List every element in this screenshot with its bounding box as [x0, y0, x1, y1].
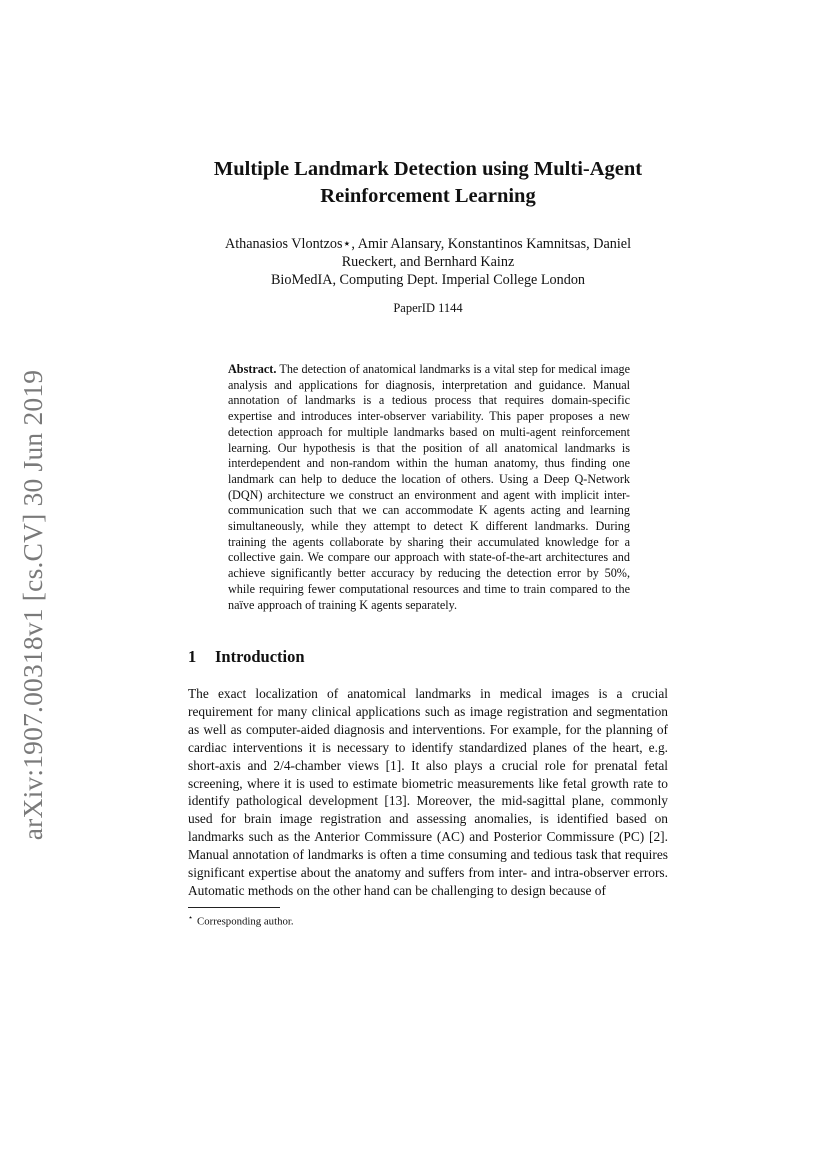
section-number: 1 [188, 647, 197, 666]
footnote-text: Corresponding author. [197, 915, 294, 928]
footnote [188, 911, 648, 929]
footnote-rule [188, 907, 280, 908]
intro-paragraph: The exact localization of anatomical landmarks in medical images is a crucial requirement for many clinical applications such as image registration and segmentation as well as computer-aided diagnosis and interventions. For example, for the planning of cardiac interventions it is necessary to identify standardized planes of the heart, e.g. short-axis and 2/4-chamber views [1]. It also plays a crucial role for prenatal fetal screening, where it is used to estimate biometric measurements like fetal growth rate to identify pathological development [13]. Moreover, the mid-sagittal plane, commonly used for brain image registration and assessing anomalies, is identified based on landmarks such as the Anterior Commissure (AC) and Posterior Commissure (PC) [2]. Manual annotation of landmarks is often a time consuming and tedious task that requires significant expertise about the anatomy and suffers from inter- and intra-observer errors. Automatic methods on the other hand can be challenging to design because of [188, 686, 668, 898]
footnote-mark: ⋆ [188, 913, 194, 922]
arxiv-id[interactable]: arXiv:1907.00318v1 [cs.CV] 30 Jun 2019 [17, 369, 49, 841]
abstract [228, 362, 630, 613]
section-title: Introduction [215, 647, 305, 666]
author-list: Athanasios Vlontzos⋆, Amir Alansary, Konstantinos Kamnitsas, Daniel Rueckert, and Bernhard Kainz [224, 236, 632, 270]
abstract-body: The detection of anatomical landmarks is a vital step for medical image analysis and applications for diagnosis, interpretation and guidance. Manual annotation of landmarks is a tedious process that requires domain-specific expertise and introduces inter-observer variability. This paper proposes a new detection approach for multiple landmarks based on multi-agent reinforcement learning. Our hypothesis is that the position of all anatomical landmarks is interdependent and non-random within the human anatomy, thus finding one landmark can help to deduce the location of others. Using a Deep Q-Network (DQN) architecture we construct an environment and agent with implicit inter-communication such that we can accommodate K agents acting and learning simultaneously, while they attempt to detect K different landmarks. During training the agents collaborate by sharing their accumulated knowledge for a collective gain. We compare our approach with state-of-the-art architectures and achieve significantly better accuracy by reducing the detection error by 50%, while requiring fewer computational resources and time to train compared to the naïve approach of training K agents separately. [228, 362, 630, 612]
abstract-label: Abstract. [228, 362, 277, 376]
paper-id: PaperID 1144 [393, 301, 463, 315]
affiliation: BioMedIA, Computing Dept. Imperial College London [270, 272, 586, 288]
paper-title: Multiple Landmark Detection using Multi-Agent Reinforcement Learning [213, 158, 643, 207]
section-heading [188, 647, 638, 667]
arxiv-stamp [10, 360, 56, 850]
